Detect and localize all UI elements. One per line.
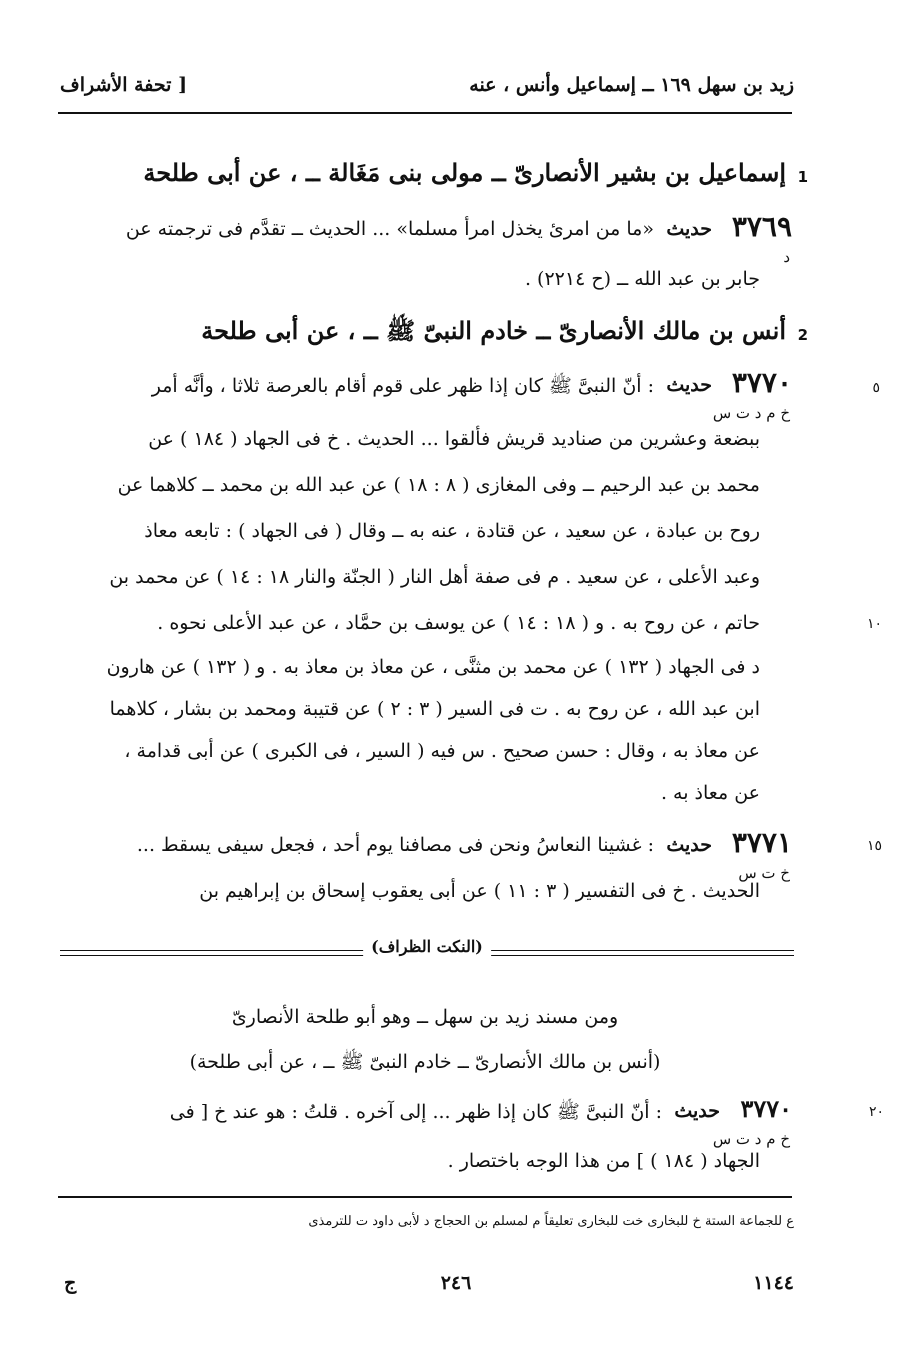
running-header-book: [ تحفة الأشراف: [60, 74, 188, 96]
hadith-line: عن معاذ به .: [660, 782, 760, 804]
nukat-label: (النكت الظراف): [363, 937, 491, 956]
hadith-label: حديث: [666, 834, 712, 856]
hadith-label: حديث: [674, 1100, 720, 1122]
hadith-line: ابن عبد الله ، عن روح به . ت فى السير ( ٣ : ٢ ) عن قتيبة ومحمد بن بشار ، كلاهما: [109, 698, 760, 720]
hadith-line: «ما من امرئ يخذل امرأ مسلما» ... الحديث ــ تقدَّم فى ترجمته عن: [125, 218, 654, 240]
nukat-heading: ومن مسند زيد بن سهل ــ وهو أبو طلحة الأنصارىّ: [231, 1006, 619, 1028]
hadith-siglum: خ ت س: [738, 864, 790, 882]
page-number-total: ١١٤٤: [753, 1272, 794, 1294]
hadith-number: ٣٧٧٠: [740, 1094, 792, 1123]
hadith-line: جابر بن عبد الله ــ (ح ٢٢١٤) .: [524, 268, 760, 290]
footnote-rule: [58, 1196, 792, 1198]
hadith-number: ٣٧٧١: [731, 826, 792, 859]
hadith-line: عن معاذ به ، وقال : حسن صحيح . س فيه ( السير ، فى الكبرى ) عن أبى قدامة ،: [124, 740, 760, 762]
nukat-divider: [60, 937, 794, 961]
hadith-line: الجهاد ( ١٨٤ ) ] من هذا الوجه باختصار .: [447, 1150, 760, 1172]
hadith-line: حاتم ، عن روح به . و ( ١٨ : ١٤ ) عن يوسف بن حمَّاد ، عن عبد الأعلى نحوه .: [157, 612, 760, 634]
hadith-line: وعبد الأعلى ، عن سعيد . م فى صفة أهل النار ( الجنّة والنار ١٨ : ١٤ ) عن محمد بن: [109, 566, 760, 588]
hadith-line: : أنّ النبىَّ ﷺ كان إذا ظهر على قوم أقام بالعرصة ثلاثا ، وأنَّه أمر: [151, 375, 654, 397]
hadith-label: حديث: [666, 374, 712, 396]
hadith-siglum: د: [783, 248, 790, 266]
hadith-line: : غشينا النعاسُ ونحن فى مصافنا يوم أحد ، فجعل سيفى يسقط ...: [136, 834, 654, 856]
running-header-title: زيد بن سهل ١٦٩ ــ إسماعيل وأنس ، عنه: [469, 74, 794, 96]
hadith-line: ببضعة وعشرين من صناديد قريش فألقوا ... الحديث . خ فى الجهاد ( ١٨٤ ) عن: [148, 428, 760, 450]
hadith-line: محمد بن عبد الرحيم ــ وفى المغازى ( ٨ : ١٨ ) عن عبد الله بن محمد ــ كلاهما عن: [117, 474, 760, 496]
hadith-label: حديث: [666, 218, 712, 240]
section-number: 2: [797, 326, 808, 344]
line-number: ٥: [872, 380, 880, 396]
hadith-number: ٣٧٧٠: [731, 366, 792, 399]
section-title: أنس بن مالك الأنصارىّ ــ خادم النبىّ ﷺ ــ ، عن أبى طلحة: [201, 316, 786, 345]
section-number: 1: [797, 168, 808, 186]
hadith-siglum: خ م د ت س: [712, 1130, 790, 1148]
sigla-key: ع للجماعة الستة خ للبخارى خت للبخارى تعليقاً م لمسلم بن الحجاج د لأبى داود ت للترمذى: [308, 1214, 794, 1229]
hadith-line: د فى الجهاد ( ١٣٢ ) عن محمد بن مثنَّى ، عن معاذ بن معاذ به . و ( ١٣٢ ) عن هارون: [106, 656, 760, 678]
line-number: ١٠: [866, 616, 882, 632]
section-title: إسماعيل بن بشير الأنصارىّ ــ مولى بنى مَغَالة ــ ، عن أبى طلحة: [143, 158, 786, 187]
hadith-line: : أنّ النبىَّ ﷺ كان إذا ظهر ... إلى آخره . قلتُ : هو عند خ [ فى: [169, 1101, 662, 1123]
hadith-number: ٣٧٦٩: [731, 210, 792, 243]
volume-mark: ج: [64, 1272, 77, 1294]
page-number: ٢٤٦: [440, 1272, 472, 1294]
nukat-subheading: (أنس بن مالك الأنصارىّ ــ خادم النبىّ ﷺ ــ ، عن أبى طلحة): [189, 1051, 661, 1073]
line-number: ٢٠: [868, 1104, 884, 1120]
header-rule: [58, 112, 792, 114]
line-number: ١٥: [866, 838, 882, 854]
hadith-line: الحديث . خ فى التفسير ( ٣ : ١١ ) عن أبى يعقوب إسحاق بن إبراهيم بن: [199, 880, 760, 902]
hadith-line: روح بن عبادة ، عن سعيد ، عن قتادة ، عنه به ــ وقال ( فى الجهاد ) : تابعه معاذ: [144, 520, 760, 542]
hadith-siglum: خ م د ت س: [712, 404, 790, 422]
